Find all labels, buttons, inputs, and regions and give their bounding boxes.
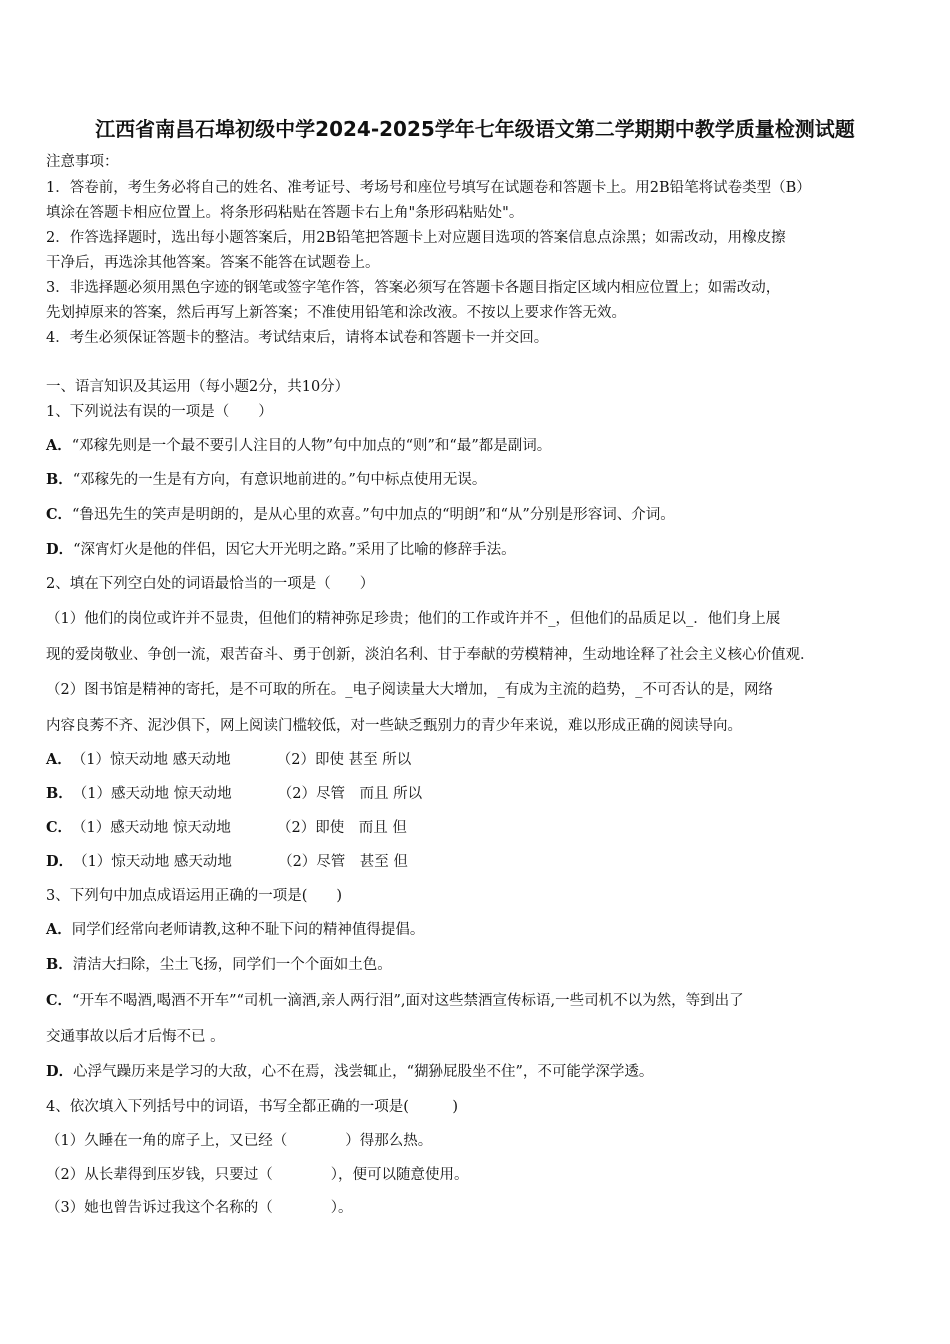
option-part-1: （1）惊天动地 感天动地 [71, 752, 231, 768]
option-text: “开车不喝酒,喝酒不开车”“司机一滴酒,亲人两行泪”,面对这些禁酒宣传标语,一些司机不以为然，等到出了 [72, 993, 744, 1009]
option-letter: C． [46, 819, 73, 836]
option-letter: B． [46, 785, 73, 802]
option-letter: A． [46, 437, 72, 454]
notice-heading: 注意事项： [46, 154, 119, 170]
option-text: 清洁大扫除，尘土飞扬，同学们一个个面如土色。 [72, 957, 392, 973]
question-2-paragraph: （2）图书馆是精神的寄托，是不可取的所在。_电子阅读量大大增加，_有成为主流的趋势，_不可否认的是，网络 [46, 682, 773, 698]
option-letter: A． [46, 751, 72, 768]
option-letter: C． [46, 992, 73, 1009]
question-2-option-c [46, 818, 407, 838]
option-text: 心浮气躁历来是学习的大敌，心不在焉，浅尝辄止，“猢狲屁股坐不住”，不可能学深学透。 [73, 1064, 654, 1080]
option-text: “鲁迅先生的笑声是明朗的，是从心里的欢喜。”句中加点的“明朗”和“从”分别是形容词、介词。 [72, 507, 675, 523]
option-letter: D． [46, 853, 74, 870]
question-1-option-c [46, 505, 675, 525]
section-heading: 一、语言知识及其运用（每小题2分，共10分） [46, 379, 350, 395]
notice-line: 先划掉原来的答案，然后再写上新答案；不准使用铅笔和涂改液。不按以上要求作答无效。 [46, 305, 626, 321]
notice-line: 填涂在答题卡相应位置上。将条形码粘贴在答题卡右上角"条形码粘贴处"。 [46, 205, 524, 221]
question-1-option-b [46, 470, 486, 490]
question-2-option-a [46, 750, 411, 770]
notice-line: 2．作答选择题时，选出每小题答案后，用2B铅笔把答题卡上对应题目选项的答案信息点涂黑；如需改动，用橡皮擦 [46, 230, 786, 246]
option-text: “邓稼先则是一个最不要引人注目的人物”句中加点的“则”和“最”都是副词。 [71, 438, 552, 454]
question-2-stem: 2、填在下列空白处的词语最恰当的一项是（ ） [46, 576, 375, 592]
question-2-paragraph: 内容良莠不齐、泥沙俱下，网上阅读门槛较低，对一些缺乏甄别力的青少年来说，难以形成正确的阅读导向。 [46, 718, 742, 734]
option-letter: D． [46, 541, 74, 558]
option-letter: B． [46, 471, 73, 488]
option-text: “深宵灯火是他的伴侣，因它大开光明之路。”采用了比喻的修辞手法。 [73, 542, 516, 558]
question-2-paragraph: （1）他们的岗位或许并不显贵，但他们的精神弥足珍贵；他们的工作或许并不_，但他们的品质足以_．他们身上展 [46, 611, 781, 627]
question-2-paragraph: 现的爱岗敬业、争创一流，艰苦奋斗、勇于创新，淡泊名利、甘于奉献的劳模精神，生动地诠释了社会主义核心价值观． [46, 647, 815, 663]
question-3-option-c-cont [46, 1027, 225, 1047]
option-part-1: （1）惊天动地 感天动地 [73, 854, 232, 870]
question-4-item: （2）从长辈得到压岁钱，只要过（ ），便可以随意使用。 [46, 1167, 469, 1183]
option-part-2: （2）即使 甚至 所以 [276, 752, 412, 768]
notice-line: 4．考生必须保证答题卡的整洁。考试结束后，请将本试卷和答题卡一并交回。 [46, 330, 549, 346]
option-letter: D． [46, 1063, 74, 1080]
option-text: “邓稼先的一生是有方向，有意识地前进的。”句中标点使用无误。 [72, 472, 487, 488]
question-3-option-d [46, 1062, 653, 1082]
question-4-item: （1）久睡在一角的席子上，又已经（ ）得那么热。 [46, 1133, 433, 1149]
question-2-option-b [46, 784, 422, 804]
question-3-option-c [46, 991, 744, 1011]
question-1-option-a [46, 436, 551, 456]
question-1-stem: 1、下列说法有误的一项是（ ） [46, 404, 273, 420]
option-part-2: （2）尽管 而且 所以 [277, 786, 423, 802]
notice-line: 干净后，再选涂其他答案。答案不能答在试题卷上。 [46, 255, 380, 271]
notice-line: 1．答卷前，考生务必将自己的姓名、准考证号、考场号和座位号填写在试题卷和答题卡上。用2B铅笔将试卷类型（B） [46, 180, 811, 196]
option-letter: B． [46, 956, 73, 973]
option-part-2: （2）尽管 甚至 但 [278, 854, 408, 870]
option-part-1: （1）感天动地 惊天动地 [72, 786, 232, 802]
notice-line: 3．非选择题必须用黑色字迹的钢笔或签字笔作答，答案必须写在答题卡各题目指定区域内相应位置上；如需改动， [46, 280, 781, 296]
option-letter: C． [46, 506, 73, 523]
question-2-option-d [46, 852, 408, 872]
option-part-1: （1）感天动地 惊天动地 [72, 820, 231, 836]
option-letter: A． [46, 921, 72, 938]
page-title: 江西省南昌石埠初级中学2024-2025学年七年级语文第二学期期中教学质量检测试题 [95, 117, 855, 141]
question-4-stem: 4、依次填入下列括号中的词语，书写全都正确的一项是( ) [46, 1099, 459, 1115]
question-3-stem: 3、下列句中加点成语运用正确的一项是( ) [46, 888, 343, 904]
option-text: 同学们经常向老师请教,这种不耻下问的精神值得提倡。 [71, 922, 425, 938]
option-text: 交通事故以后才后悔不已 。 [46, 1029, 225, 1045]
question-3-option-a [46, 920, 424, 940]
question-3-option-b [46, 955, 392, 975]
option-part-2: （2）即使 而且 但 [277, 820, 407, 836]
question-4-item: （3）她也曾告诉过我这个名称的（ ）。 [46, 1200, 353, 1216]
question-1-option-d [46, 540, 516, 560]
